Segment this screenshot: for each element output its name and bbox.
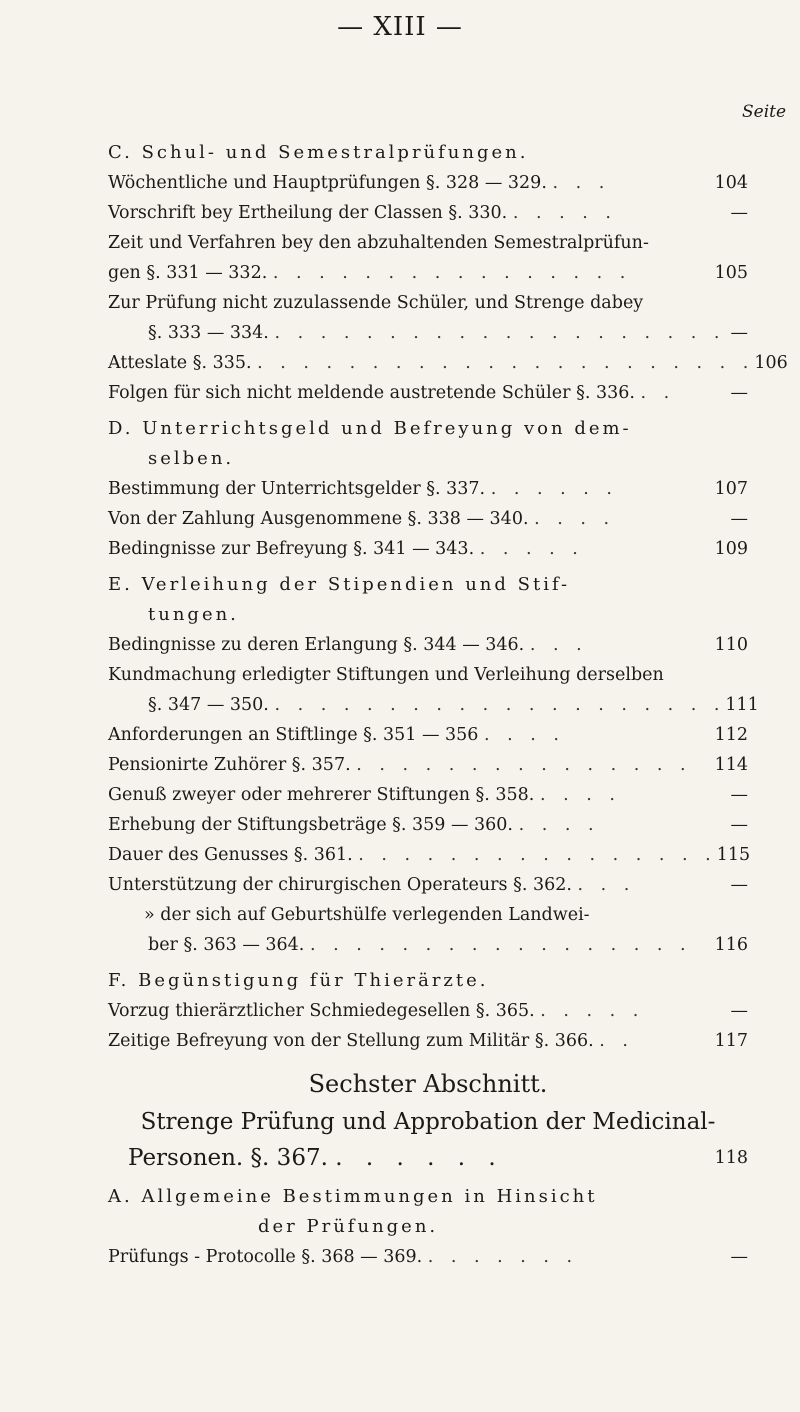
toc-entry: Folgen für sich nicht meldende austretende Schüler §. 336. . . — <box>108 383 748 403</box>
toc-entry: Dauer des Genusses §. 361. . . . . . . . . . . . . . . . . 115 <box>108 845 751 865</box>
toc-entry: §. 347 — 350. . . . . . . . . . . . . . . . . . . . . 111 <box>148 695 759 715</box>
toc-entry: Zeit und Verfahren bey den abzuhaltenden Semestralprüfun- <box>108 233 649 253</box>
toc-entry: Bedingnisse zur Befreyung §. 341 — 343. . . . . . 109 <box>108 539 748 559</box>
toc-entry: Vorzug thierärztlicher Schmiedegesellen §. 365. . . . . . — <box>108 1001 748 1021</box>
toc-entry: Von der Zahlung Ausgenommene §. 338 — 340. . . . . — <box>108 509 748 529</box>
section-heading-continued: tungen. <box>148 604 239 625</box>
section-heading-continued: der Prüfungen. <box>258 1216 439 1237</box>
section-heading: A. Allgemeine Bestimmungen in Hinsicht <box>108 1186 598 1207</box>
toc-entry: Atteslate §. 335. . . . . . . . . . . . . . . . . . . . . . . 106 <box>108 353 788 373</box>
toc-entry: Bedingnisse zu deren Erlangung §. 344 — 346. . . . 110 <box>108 635 748 655</box>
section-heading: D. Unterrichtsgeld und Befreyung von dem- <box>108 418 632 439</box>
toc-entry: §. 333 — 334. . . . . . . . . . . . . . . . . . . . . — <box>148 323 748 343</box>
page-column-label: Seite <box>742 102 787 122</box>
toc-entry: Anforderungen an Stiftlinge §. 351 — 356 . . . . 112 <box>108 725 748 745</box>
toc-entry: Vorschrift bey Ertheilung der Classen §. 330. . . . . . — <box>108 203 748 223</box>
chapter-subtitle: Strenge Prüfung und Approbation der Medicinal- <box>140 1109 716 1135</box>
toc-entry: gen §. 331 — 332. . . . . . . . . . . . . . . . . 105 <box>108 263 748 283</box>
toc-entry: » der sich auf Geburtshülfe verlegenden Landwei- <box>144 905 590 925</box>
chapter-title: Sechster Abschnitt. <box>308 1070 548 1098</box>
toc-entry: Bestimmung der Unterrichtsgelder §. 337. . . . . . . 107 <box>108 479 748 499</box>
toc-entry: Genuß zweyer oder mehrerer Stiftungen §. 358. . . . . — <box>108 785 748 805</box>
chapter-subtitle-continued: Personen. §. 367. . . . . . . 118 <box>108 1140 748 1176</box>
toc-entry: Erhebung der Stiftungsbeträge §. 359 — 360. . . . . — <box>108 815 748 835</box>
section-heading: F. Begünstigung für Thierärzte. <box>108 970 489 991</box>
toc-entry: Prüfungs - Protocolle §. 368 — 369. . . . . . . . — <box>108 1247 748 1267</box>
toc-entry: Kundmachung erledigter Stiftungen und Verleihung derselben <box>108 665 664 685</box>
section-heading: C. Schul- und Semestralprüfungen. <box>108 142 529 163</box>
table-of-contents <box>108 132 788 1272</box>
toc-entry: Pensionirte Zuhörer §. 357. . . . . . . . . . . . . . . . 114 <box>108 755 748 775</box>
section-a <box>108 1182 748 1272</box>
section-f <box>108 966 748 1056</box>
toc-entry: Wöchentliche und Hauptprüfungen §. 328 — 329. . . . 104 <box>108 173 748 193</box>
toc-entry: ber §. 363 — 364. . . . . . . . . . . . . . . . . . 116 <box>148 935 748 955</box>
page-number: 118 <box>714 1148 748 1168</box>
chapter-block <box>108 1064 748 1176</box>
toc-entry: Zur Prüfung nicht zuzulassende Schüler, und Strenge dabey <box>108 293 644 313</box>
toc-entry: Unterstützung der chirurgischen Operateurs §. 362. . . . — <box>108 875 748 895</box>
section-c <box>108 138 788 408</box>
section-d <box>108 414 748 564</box>
section-e <box>108 570 759 960</box>
section-heading-continued: selben. <box>148 448 235 469</box>
page-header: — XIII — <box>337 12 463 42</box>
toc-entry: Zeitige Befreyung von der Stellung zum Militär §. 366. . . 117 <box>108 1031 748 1051</box>
section-heading: E. Verleihung der Stipendien und Stif- <box>108 574 571 595</box>
